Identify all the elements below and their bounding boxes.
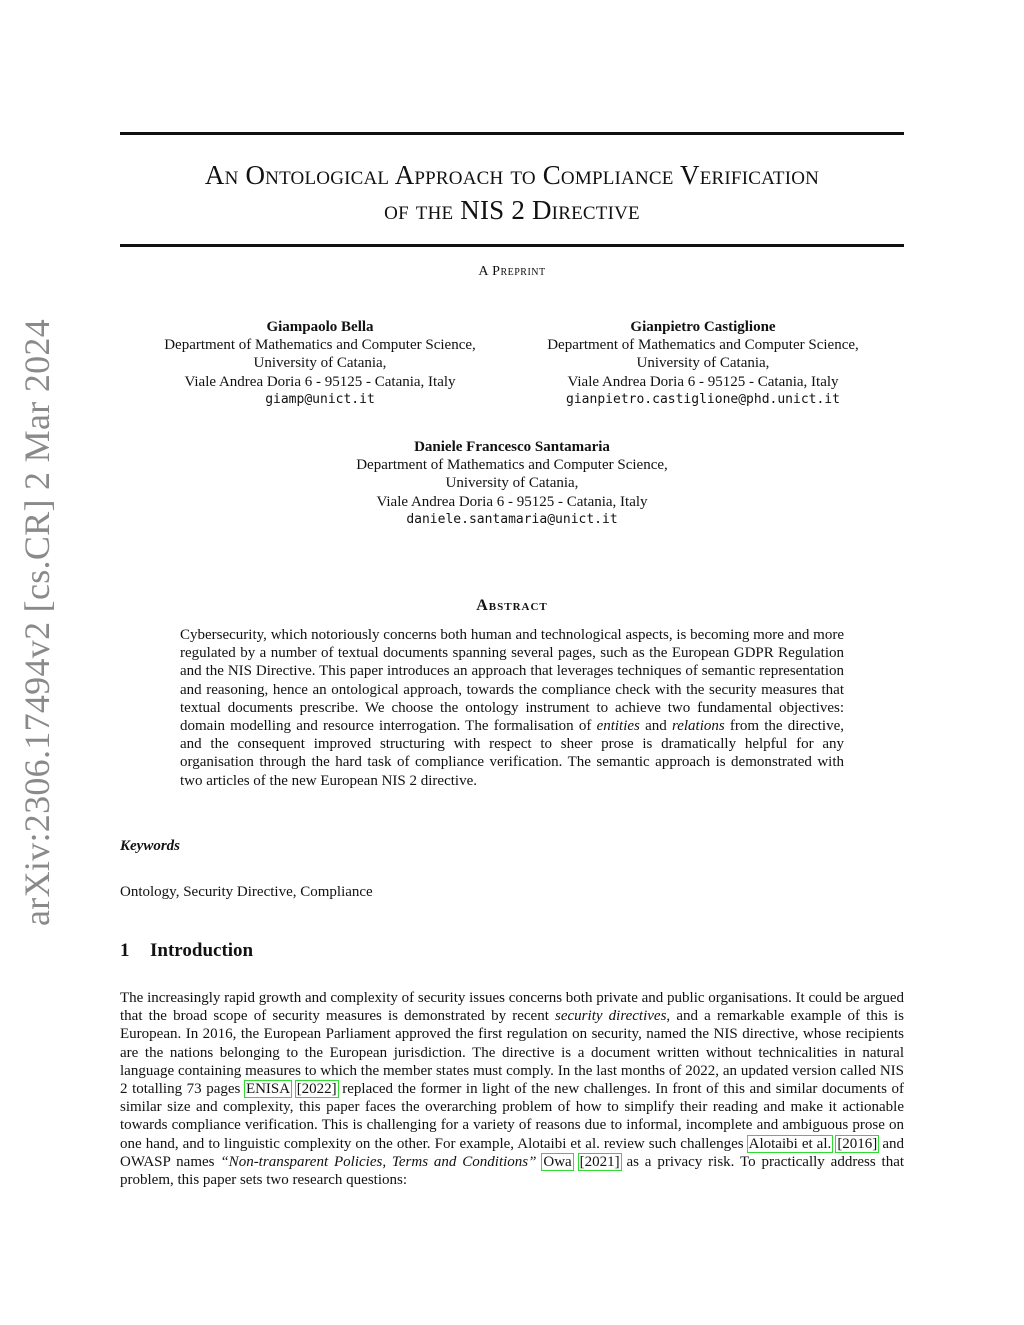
abstract-heading: Abstract <box>476 597 548 614</box>
citation-year-link-owasp[interactable]: [2021] <box>579 1153 620 1170</box>
author-university: University of Catania, <box>636 355 770 372</box>
keywords-list: Ontology, Security Directive, Compliance <box>120 884 373 900</box>
introduction-paragraph <box>120 989 904 1189</box>
intro-text-part: The increasingly rapid growth and complexity of security issues concerns both private and public organisations. It could be argued that the broad scope of security measures is demonstrated by recent <box>120 990 904 1025</box>
intro-emphasis: security directives <box>555 1008 667 1025</box>
author-email[interactable]: daniele.santamaria@unict.it <box>406 511 618 527</box>
citation-link-alotaibi[interactable]: Alotaibi et al. <box>748 1135 832 1152</box>
author-name: Gianpietro Castiglione <box>630 319 776 335</box>
arxiv-identifier-stamp[interactable]: arXiv:2306.17494v2 [cs.CR] 2 Mar 2024 <box>17 318 57 926</box>
section-title: Introduction <box>150 940 254 961</box>
abstract-text-part: Cybersecurity, which notoriously concerns both human and technological aspects, is becoming more and more regulated by a number of textual documents spanning several pages, such as the European GDPR Regulation and the NIS Directive. This paper introduces an approach that leverages techniques of semantic representation and reasoning, hence an ontological approach, towards the compliance check with the security measures that textual documents prescribe. We choose the ontology instrument to achieve two fundamental objectives: domain modelling and resource interrogation. The formalisation of <box>180 627 844 735</box>
intro-emphasis: “Non-transparent Policies, Terms and Conditions” <box>220 1153 537 1170</box>
intro-text-part: and OWASP names <box>120 1135 905 1170</box>
author-university: University of Catania, <box>253 355 387 372</box>
citation-year-link-enisa[interactable]: [2022] <box>296 1081 337 1098</box>
paper-title <box>120 158 904 228</box>
author-name: Giampaolo Bella <box>266 319 374 335</box>
author-address: Viale Andrea Doria 6 - 95125 - Catania, Italy <box>184 373 456 390</box>
preprint-label: A Preprint <box>478 264 546 279</box>
abstract-text-part: from the directive, and the consequent improved structuring with respect to sheer prose is dramatically helpful for any organisation through the hard task of compliance verification. The semantic approach is demonstrated with two articles of the new European NIS 2 directive. <box>180 718 844 789</box>
author-university: University of Catania, <box>445 475 579 492</box>
section-number: 1 <box>120 940 130 961</box>
title-top-rule <box>120 132 904 135</box>
intro-text-part: as a privacy risk. To practically address that problem, this paper sets two research questions: <box>120 1153 905 1189</box>
title-line-1: An Ontological Approach to Compliance Verification <box>204 160 820 190</box>
author-department: Department of Mathematics and Computer Science, <box>547 337 859 354</box>
abstract-emphasis: entities <box>596 718 640 735</box>
abstract-emphasis: relations <box>671 718 725 735</box>
citation-link-owasp[interactable]: Owa <box>543 1153 572 1170</box>
citation-year-link-alotaibi[interactable]: [2016] <box>837 1135 878 1152</box>
keywords-heading: Keywords <box>120 838 180 854</box>
author-department: Department of Mathematics and Computer Science, <box>164 337 476 354</box>
author-address: Viale Andrea Doria 6 - 95125 - Catania, Italy <box>567 373 839 390</box>
intro-text-part: replaced the former in light of the new challenges. In front of this and similar documents of similar size and complexity, this paper faces the overarching problem of how to simplify their reading and make it actionable towards compliance verification. This is challenging for a variety of reasons due to informal, incomplete and ambiguous prose on one hand, and to linguistic complexity on the other. For example, Alotaibi et al. review such challenges <box>120 1081 904 1152</box>
section-heading-introduction <box>120 940 253 962</box>
author-block-2 <box>513 318 893 409</box>
author-email[interactable]: gianpietro.castiglione@phd.unict.it <box>566 391 840 407</box>
author-block-1 <box>130 318 510 409</box>
abstract-text <box>180 626 844 790</box>
title-line-2: of the NIS 2 Directive <box>384 195 640 225</box>
title-bottom-rule <box>120 244 904 247</box>
author-block-3 <box>322 438 702 529</box>
author-address: Viale Andrea Doria 6 - 95125 - Catania, Italy <box>376 493 648 510</box>
author-name: Daniele Francesco Santamaria <box>414 439 610 455</box>
citation-link-enisa[interactable]: ENISA <box>245 1081 291 1098</box>
abstract-text-part: and <box>639 718 672 735</box>
author-department: Department of Mathematics and Computer Science, <box>356 457 668 474</box>
intro-text-part: , and a remarkable example of this is European. In 2016, the European Parliament approved the first regulation on security, named the NIS directive, whose recipients are the nations belonging to the European jurisdiction. The directive is a document written without technicalities in natural language containing measures to which the member states must comply. In the last months of 2022, an updated version called NIS 2 totalling 73 pages <box>120 1008 904 1098</box>
author-email[interactable]: giamp@unict.it <box>265 391 375 407</box>
